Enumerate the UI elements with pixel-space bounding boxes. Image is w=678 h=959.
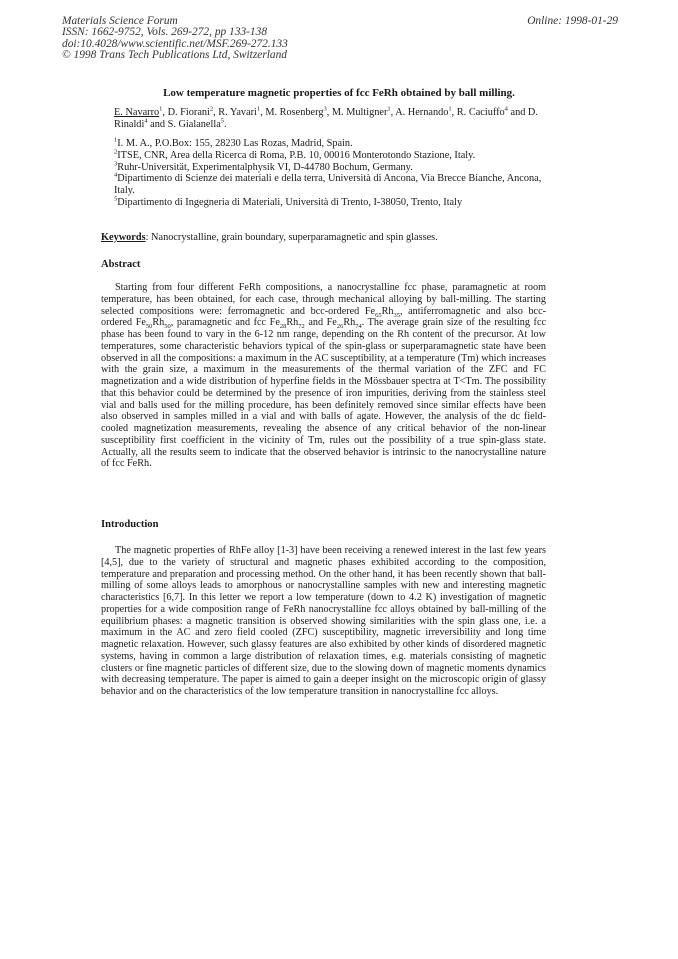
journal-name: Materials Science Forum (62, 15, 178, 27)
co-authors: , D. Fiorani$^2$, R. Yavari$^1$, M. Rosenberg$^3$, M. Multigner$^1$, A. Hernando$^1$, R. Caciuffo$^4$ and D. Rinaldi$^4$ and S. Gialanella$^5$. (114, 105, 538, 130)
issn-line: ISSN: 1662-9752, Vols. 269-272, pp 133-138 (62, 26, 268, 39)
affiliation-3: $^3$Ruhr-Universität, Experimentalphysik VI, D-44780 Bochum, Germany. (114, 160, 413, 173)
abstract-heading: Abstract (101, 259, 141, 270)
doi-line[interactable]: doi:10.4028/www.scientific.net/MSF.269-272.133 (62, 37, 288, 50)
affiliations (114, 138, 546, 209)
copyright-line: © 1998 Trans Tech Publications Ltd, Switzerland (62, 48, 287, 61)
journal-header (62, 16, 618, 61)
first-author: E. Navarro (114, 107, 160, 118)
affiliation-1: $^1$I. M. A., P.O.Box: 155, 28230 Las Rozas, Madrid, Spain. (114, 136, 353, 149)
keywords-text: : Nanocrystalline, grain boundary, superparamagnetic and spin glasses. (145, 232, 438, 243)
keywords (101, 232, 551, 243)
introduction-body: The magnetic properties of RhFe alloy [1-3] have been receiving a renewed interest in the last few years [4,5], due to the variety of structural and magnetic phases exhibited according to the composition, temperature and preparation and processing method. On the other hand, it has been recently shown that ball-milling of some alloys leads to amorphous or nanocrystalline samples with new and interesting magnetic characteristics [6,7]. In this letter we report a low temperature (down to 4.2 K) investigation of magnetic properties for a wide composition range of FeRh nanocrystalline fcc alloys obtained by ball-milling of the equilibrium phases: a magnetic transition is observed showing similarities with the spin glass one, i.e. a maximum in the AC and zero field cooled (ZFC) susceptibility, magnetic irreversibility and long time magnetic relaxation. However, such glassy features are also exhibited by other kinds of disordered magnetic systems, having in common a large distribution of relaxation times, e.g. materials consisting of magnetic clusters or fine magnetic particles of different size, due to the slowing down of magnetic moments dynamics with decreasing temperature. The paper is aimed to gain a deeper insight on the microscopic origin of glassy behavior and on the characteristics of the low temperature transition in nanocrystalline fcc alloys. (101, 545, 546, 697)
affiliation-5: $^5$Dipartimento di Ingegneria di Materiali, Università di Trento, I-38050, Trento, Italy (114, 195, 463, 208)
author-list: E. Navarro$^1$, D. Fiorani$^2$, R. Yavari$^1$, M. Rosenberg$^3$, M. Multigner$^1$, A. Hernando$^1$, R. Caciuffo$^4$ and D. Rinaldi$^4$ and S. Gialanella$^5$. (114, 105, 538, 130)
affiliation-2: $^2$ITSE, CNR, Area della Ricerca di Roma, P.B. 10, 00016 Monterotondo Stazione, Italy. (114, 148, 476, 161)
paper-title: Low temperature magnetic properties of fcc FeRh obtained by ball milling. (163, 87, 515, 99)
affiliation-4: $^4$Dipartimento di Scienze dei materiali e della terra, Università di Ancona, Via Brecce Bianche, Ancona, Italy. (114, 171, 542, 197)
abstract-body: Starting from four different FeRh compositions, a nanocrystalline fcc phase, paramagnetic at room temperature, has been obtained, for each case, through mechanical alloying by ball-milling. The starting selected compositions were: ferromagnetic and bcc-ordered $Fe_{65}Rh_{35}$, antiferromagnetic and also bcc-ordered $Fe_{50}Rh_{50}$, paramagnetic and fcc $Fe_{28}Rh_{72}$ and $Fe_{26}Rh_{74}$. The average grain size of the resulting fcc phase has been found to vary in the 6-12 nm range, depending on the Rh content of the precursor. At low temperatures, some characteristic behaviors typical of the spin-glass or superparamagnetic state have been observed in all the compositions: a maximum in the AC susceptibility, at a temperature (Tm) which increases with the grain size, a maximum in the measurements of the thermal variation of the ZFC and FC magnetization and a wide distribution of hyperfine fields in the Mössbauer spectra at T<Tm. The possibility that this behavior could be determined by the presence of iron impurities, deriving from the stainless steel vial and balls used for the milling procedure, has been definitely removed since similar effects have been also observed in samples milled in a vial and with balls of agate. However, the analysis of the dc field-cooled magnetization measurements, revealing the absence of any critical behavior of the non-linear susceptibility first coefficient in the vicinity of Tm, rules out the possibility of a true spin-glass state. Actually, all the results seem to indicate that the observed behavior is intrinsic to the nanocrystalline nature of fcc FeRh. (101, 282, 546, 470)
introduction-heading: Introduction (101, 519, 159, 530)
online-date: Online: 1998-01-29 (527, 15, 618, 27)
keywords-label: Keywords (101, 232, 146, 243)
